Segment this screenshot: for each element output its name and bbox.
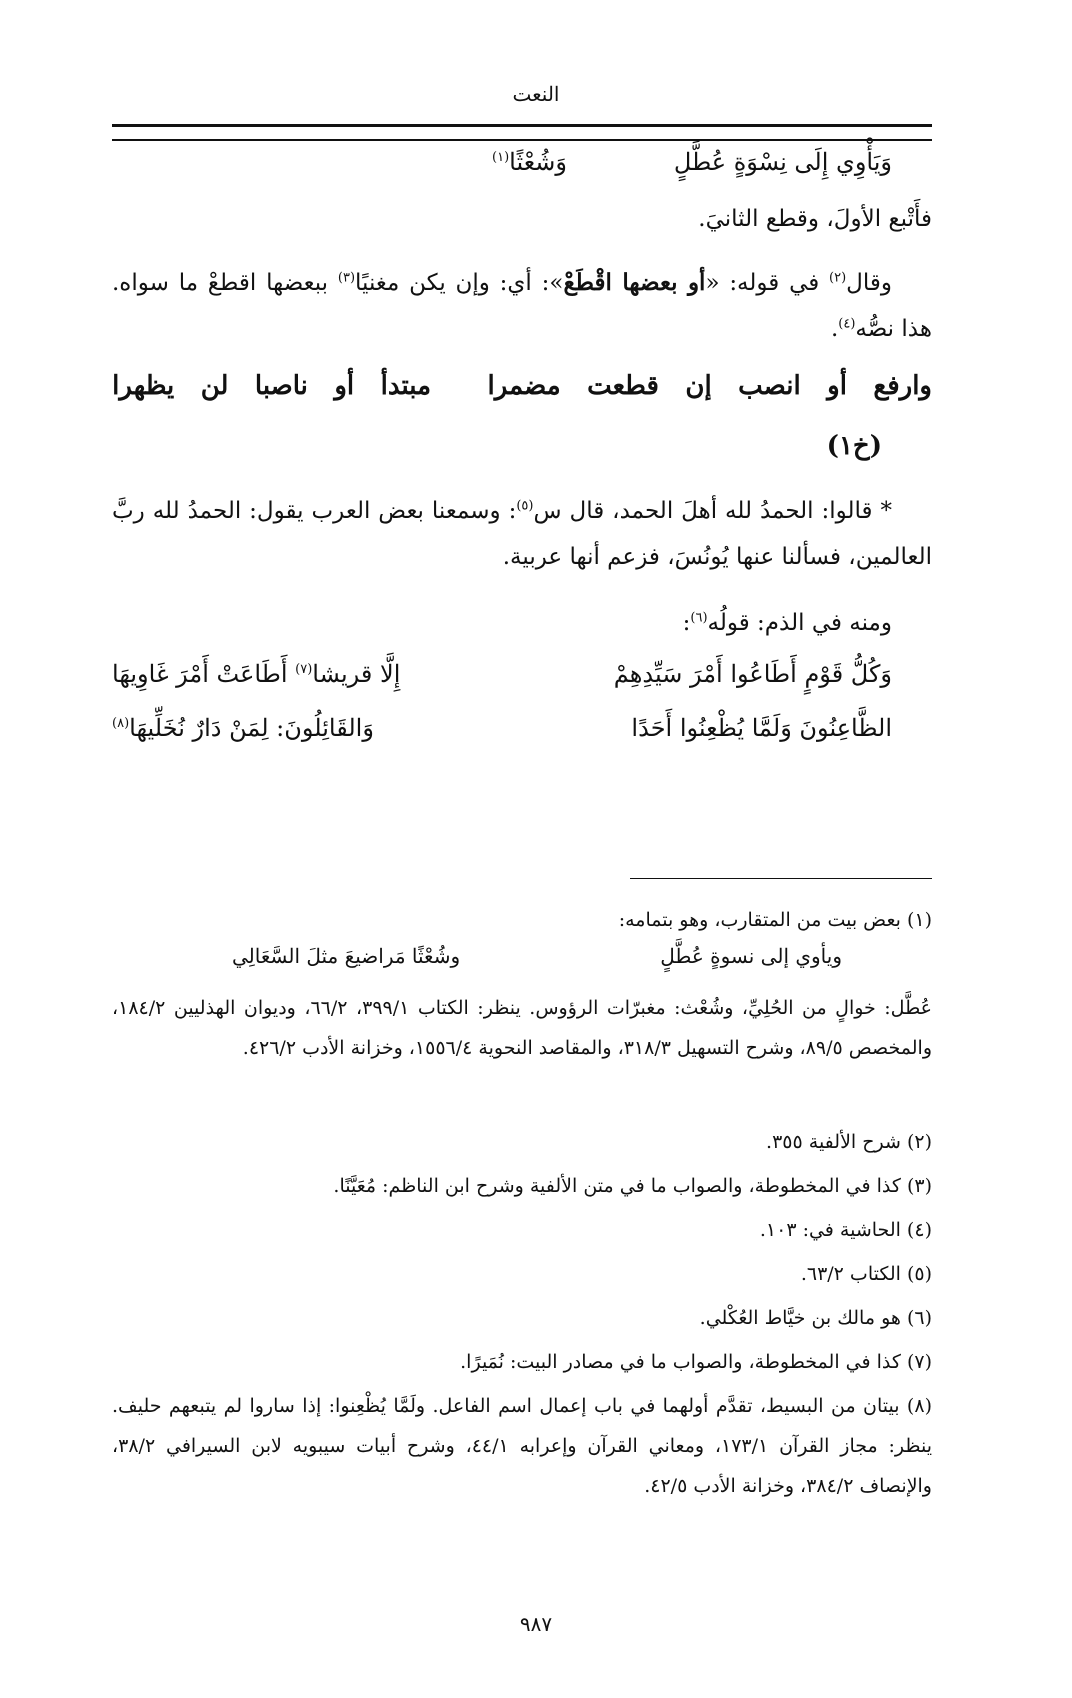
verse-word: ناصبا [254, 371, 308, 401]
paragraph-follow: فأَتْبع الأولَ، وقطع الثانيَ. [698, 206, 932, 232]
alfiyya-verse [112, 356, 932, 476]
verse-word: إن [685, 371, 712, 401]
header-rule-thin [112, 139, 932, 141]
footnote-8: (٨) بيتان من البسيط، تقدَّم أولهما في باب إعمال اسم الفاعل. ولَمَّا يُظْعِنوا: إذا ساروا لم يتبعهم حليف. ينظر: مجاز القرآن ١٧٣/١، ومعاني القرآن وإعرابه ٤٤/١، وشرح أبيات سيبويه لابن السيرافي ٣٨/٢، والإنصاف ٣٨٤/٢، وخزانة الأدب ٤٢/٥. [112, 1395, 932, 1497]
footnote-ref-1[interactable]: (١) [492, 150, 510, 165]
verse-top-second-hemistich: وَشُعْثًا$^{(١)}$ [492, 148, 567, 176]
footnote-separator [630, 878, 932, 879]
footnote-1-text: عُطَّل: خوالٍ من الحُلِيِّ، وشُعْث: مغبرّات الرؤوس. ينظر: الكتاب ٣٩٩/١، ٦٦/٢، وديوان الهذليين ١٨٤/٢، والمخصص ٨٩/٥، وشرح التسهيل ٣١٨/٣، والمقاصد النحوية ١٥٥٦/٤، وخزانة الأدب ٤٢٦/٢. [112, 997, 932, 1059]
footnote-ref-5[interactable]: (٥) [516, 498, 534, 514]
footnote-ref-6[interactable]: (٦) [690, 610, 708, 626]
poem-line-2-first: الظَّاعِنُونَ وَلَمَّا يُظْعِنُوا أَحَدًا [631, 714, 892, 742]
footnote-ref-3[interactable]: (٣) [337, 270, 356, 286]
footnote-3: (٣) كذا في المخطوطة، والصواب ما في متن الألفية وشرح ابن الناظم: مُعَيَّنًا. [333, 1175, 932, 1197]
footnote-6: (٦) هو مالك بن خيَّاط العُكْلي. [699, 1307, 932, 1329]
running-header: النعت [512, 82, 560, 106]
footnote-ref-8[interactable]: (٨) [112, 716, 130, 731]
footnote-1-intro: (١) بعض بيت من المتقارب، وهو بتمامه: [618, 909, 932, 931]
alfiyya-verse-words [112, 356, 932, 416]
footnote-5: (٥) الكتاب ٦٣/٢. [800, 1263, 932, 1285]
page-number: ٩٨٧ [519, 1612, 553, 1636]
footnote-ref-7[interactable]: (٧) [295, 662, 313, 677]
verse-word: أو [827, 371, 847, 401]
verse-top [112, 148, 932, 194]
footnote-7: (٧) كذا في المخطوطة، والصواب ما في مصادر البيت: نُمَيرًا. [460, 1351, 932, 1373]
verse-word: وارفع [873, 371, 932, 401]
footnote-1-verse-first: ويأوي إلى نسوةٍ عُطَّلٍ [660, 944, 842, 968]
verse-top-first-hemistich: وَيَأْوِي إِلَى نِسْوَةٍ عُطَّلٍ [673, 148, 892, 176]
verse-word: قطعت [587, 371, 659, 401]
footnote-4: (٤) الحاشية في: ١٠٣. [759, 1219, 932, 1241]
footnote-ref-4[interactable]: (٤) [838, 316, 856, 332]
verse-word: لن [200, 371, 229, 401]
poem-line-2-second: وَالقَائِلُونَ: لِمَنْ دَارٌ نُخَلِّيهَا$^{(٨)}$ [112, 714, 374, 742]
verse-word: مضمرا [487, 371, 561, 401]
paragraph-quote: وقال$^{(٢)}$ في قوله: «أو بعضها اقْطَعْ»: أي: وإن يكن مغنيًا$^{(٣)}$ ببعضها اقطعْ ما سواه. هذا نصُّه$^{(٤)}$. [112, 269, 932, 342]
footnote-1-verse [112, 944, 932, 984]
footnote-1-verse-second: وشُعْثًا مَراضيعَ مثلَ السَّعَالِي [232, 944, 461, 968]
verse-word: انصب [738, 371, 801, 401]
verse-word: يظهرا [112, 371, 175, 401]
footnote-2: (٢) شرح الألفية ٣٥٥. [766, 1131, 932, 1153]
footnote-ref-2[interactable]: (٢) [829, 270, 847, 286]
manuscript-marker: (خ١) [826, 431, 882, 461]
poem-line-1-first: وَكُلُّ قَوْمٍ أَطَاعُوا أَمْرَ سَيِّدِهِمْ [613, 660, 892, 688]
verse-word: أو [334, 371, 355, 401]
poem-line-2 [112, 714, 932, 760]
quoted-phrase: أو بعضها اقْطَعْ [563, 269, 706, 296]
verse-word: مبتدأ [380, 371, 432, 401]
poem-line-1-second: إِلَّا قريشا$^{(٧)}$ أَطَاعَتْ أَمْرَ غَاوِيهَا [112, 660, 401, 688]
paragraph-praise: * قالوا: الحمدُ لله أهلَ الحمد، قال س$^{(٥)}$: وسمعنا بعض العرب يقول: الحمدُ لله ربَّ العالمين، فسألنا عنها يُونُسَ، فزعم أنها عربية. [112, 498, 932, 570]
paragraph-dispraise: ومنه في الذم: قولُه$^{(٦)}$: [682, 610, 892, 636]
header-rule-thick [112, 124, 932, 127]
poem-line-1 [112, 660, 932, 706]
